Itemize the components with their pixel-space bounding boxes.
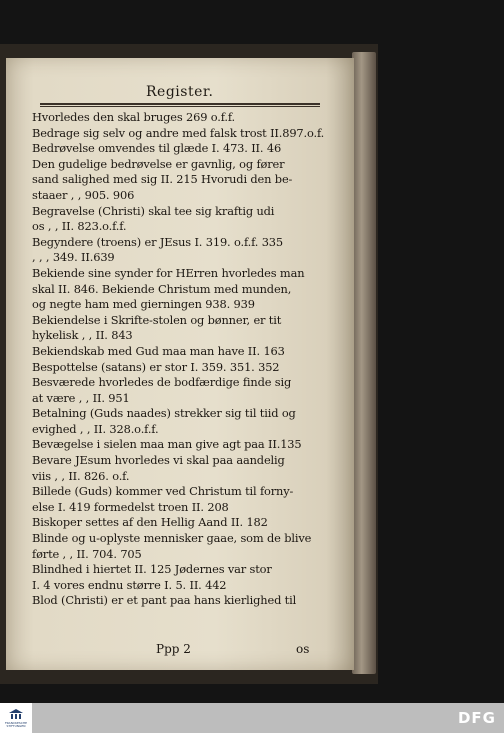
dfg-logo[interactable]: DFG	[457, 709, 496, 727]
register-line: os , , II. 823.o.f.f.	[32, 219, 127, 234]
register-line: at være , , II. 951	[32, 390, 130, 405]
register-line: Bedrøvelse omvendes til glæde I. 473. II. 46	[32, 141, 282, 156]
institution-logo[interactable]	[0, 703, 32, 733]
logo-icon	[9, 709, 23, 720]
register-line: Blod (Christi) er et pant paa hans kierlighed til	[32, 593, 297, 608]
register-line: Bekiendskab med Gud maa man have II. 163	[32, 343, 285, 358]
register-line: else I. 419 formedelst troen II. 208	[32, 499, 229, 514]
page-edges	[352, 52, 376, 674]
register-line: Blindhed i hiertet II. 125 Jødernes var stor	[32, 562, 272, 577]
register-line: Bevare JEsum hvorledes vi skal paa aandelig	[32, 453, 285, 468]
register-line: Begravelse (Christi) skal tee sig kraftig udi	[32, 203, 275, 218]
page-header: Register.	[146, 84, 214, 100]
register-line: Blinde og u-oplyste mennisker gaae, som de blive	[32, 531, 312, 546]
logo-caption: FRANCKESCHE STIFTUNGEN	[4, 721, 28, 729]
register-line: , , , 349. II.639	[32, 250, 115, 265]
register-line: Billede (Guds) kommer ved Christum til forny-	[32, 484, 294, 499]
viewer-footer-bar	[0, 703, 504, 733]
register-line: skal II. 846. Bekiende Christum med munden,	[32, 281, 292, 296]
register-line: Bespottelse (satans) er stor I. 359. 351. 352	[32, 359, 280, 374]
register-line: I. 4 vores endnu større I. 5. II. 442	[32, 577, 227, 592]
register-line: førte , , II. 704. 705	[32, 546, 142, 561]
register-line: Biskoper settes af den Hellig Aand II. 182	[32, 515, 268, 530]
register-line: Bekiendelse i Skrifte-stolen og bønner, er tit	[32, 312, 282, 327]
register-line: staaer , , 905. 906	[32, 187, 135, 202]
header-rule	[40, 103, 320, 105]
register-line: evighed , , II. 328.o.f.f.	[32, 421, 159, 436]
signature-mark: Ppp 2	[156, 642, 191, 656]
register-line: hykelisk , , II. 843	[32, 328, 133, 343]
register-line: Betalning (Guds naades) strekker sig til tiid og	[32, 406, 296, 421]
register-line: Besværede hvorledes de bodfærdige finde sig	[32, 375, 292, 390]
register-line: viis , , II. 826. o.f.	[32, 468, 130, 483]
register-line: Begyndere (troens) er JEsus I. 319. o.f.f. 335	[32, 234, 283, 249]
register-line: og negte ham med gierningen 938. 939	[32, 297, 255, 312]
header-rule-thin	[40, 106, 320, 107]
register-line: sand salighed med sig II. 215 Hvorudi den be-	[32, 172, 293, 187]
register-line: Hvorledes den skal bruges 269 o.f.f.	[32, 110, 236, 124]
register-line: Bedrage sig selv og andre med falsk trost II.897.o.f.	[32, 125, 325, 140]
register-line: Den gudelige bedrøvelse er gavnlig, og fører	[32, 156, 285, 171]
register-line: Bevægelse i sielen maa man give agt paa II.135	[32, 437, 302, 452]
register-line: Bekiende sine synder for HErren hvorledes man	[32, 265, 305, 280]
book-page	[6, 58, 354, 670]
register-text	[32, 110, 328, 609]
catchword: os	[296, 642, 310, 656]
